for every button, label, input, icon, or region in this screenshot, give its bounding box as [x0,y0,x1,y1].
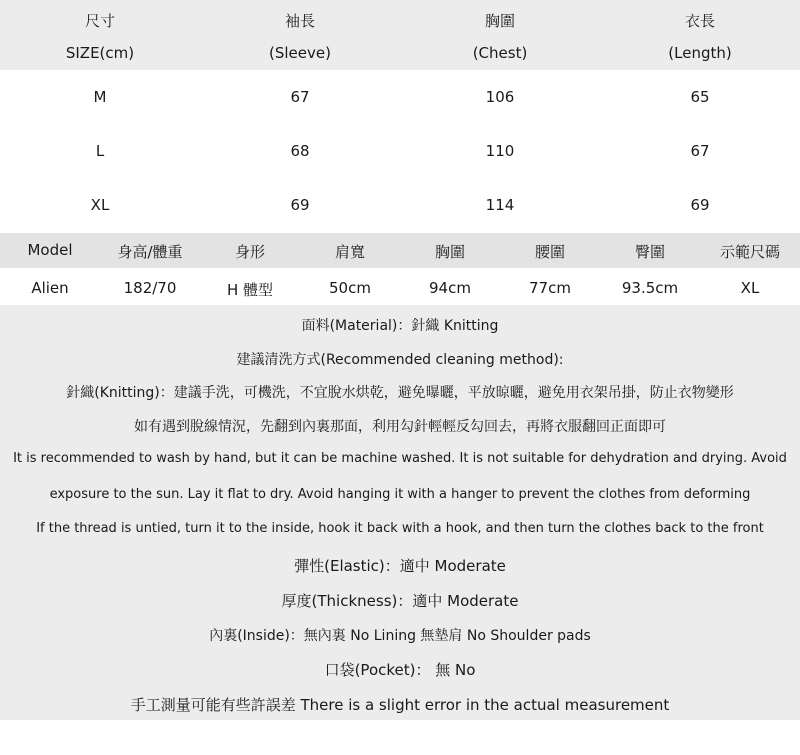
model-row [0,268,800,305]
inside-line: 內裏(Inside)：無內裏 No Lining 無墊肩 No Shoulder pads [209,628,591,644]
header-chest-zh: 胸圍 [484,12,515,30]
header-length-en: (Length) [668,44,732,62]
header-waist: 腰圍 [534,243,565,261]
header-size-zh: 尺寸 [84,12,115,30]
sleeve-cell: 69 [290,196,310,214]
thickness-line: 厚度(Thickness)：適中 Moderate [281,592,519,610]
knit-care-en-1: It is recommended to wash by hand, but it can be machine washed. It is not suitable for dehydration and drying. Avoid [13,451,787,466]
chest-cell: 106 [485,88,515,106]
pocket-line: 口袋(Pocket)： 無 No [324,661,476,679]
length-cell: 65 [690,88,710,106]
size-cell: L [95,142,105,160]
header-shoulder: 肩寬 [334,243,365,261]
model-hip: 93.5cm [621,279,679,297]
header-size-en: SIZE(cm) [65,44,135,62]
knit-care-zh-1: 針織(Knitting)：建議手洗，可機洗，不宜脫水烘乾，避免曝曬，平放晾曬，避免用衣架吊掛，防止衣物變形 [66,385,734,401]
chest-cell: 114 [485,196,515,214]
header-model: Model [27,241,73,259]
model-size: XL [740,279,760,297]
size-table-header [0,0,800,70]
elastic-line: 彈性(Elastic)：適中 Moderate [294,557,506,575]
header-chest-en: (Chest) [472,44,528,62]
model-name: Alien [31,279,69,297]
size-cell: M [93,88,107,106]
model-table-header [0,233,800,268]
cleaning-title: 建議清洗方式(Recommended cleaning method): [236,352,564,368]
size-row-xl [0,178,800,232]
model-chest: 94cm [429,279,471,297]
header-height-weight: 身高/體重 [117,243,183,261]
sleeve-cell: 67 [290,88,310,106]
model-body-type: H 體型 [226,281,274,299]
material-line: 面料(Material)：針織 Knitting [301,318,499,334]
knit-care-en-3: If the thread is untied, turn it to the inside, hook it back with a hook, and then turn the clothes back to the front [36,521,764,536]
length-cell: 69 [690,196,710,214]
size-row-l [0,124,800,178]
header-chest: 胸圍 [434,243,465,261]
header-sleeve-zh: 袖長 [284,12,315,30]
header-body-type: 身形 [234,243,265,261]
model-height-weight: 182/70 [123,279,177,297]
knit-care-en-2: exposure to the sun. Lay it flat to dry. Avoid hanging it with a hanger to prevent the clothes from deforming [49,487,751,502]
model-waist: 77cm [529,279,571,297]
size-row-m [0,70,800,124]
knit-care-zh-2: 如有遇到脫線情況，先翻到內裏那面，利用勾針輕輕反勾回去，再將衣服翻回正面即可 [134,419,666,435]
model-shoulder: 50cm [329,279,371,297]
measurement-note: 手工測量可能有些許誤差 There is a slight error in the actual measurement [130,696,670,714]
product-info-panel [0,305,800,720]
header-length-zh: 衣長 [684,12,715,30]
header-sleeve-en: (Sleeve) [269,44,331,62]
header-hip: 臀圍 [634,243,665,261]
sleeve-cell: 68 [290,142,310,160]
header-model-size: 示範尺碼 [719,243,780,261]
chest-cell: 110 [485,142,515,160]
size-cell: XL [90,196,110,214]
length-cell: 67 [690,142,710,160]
